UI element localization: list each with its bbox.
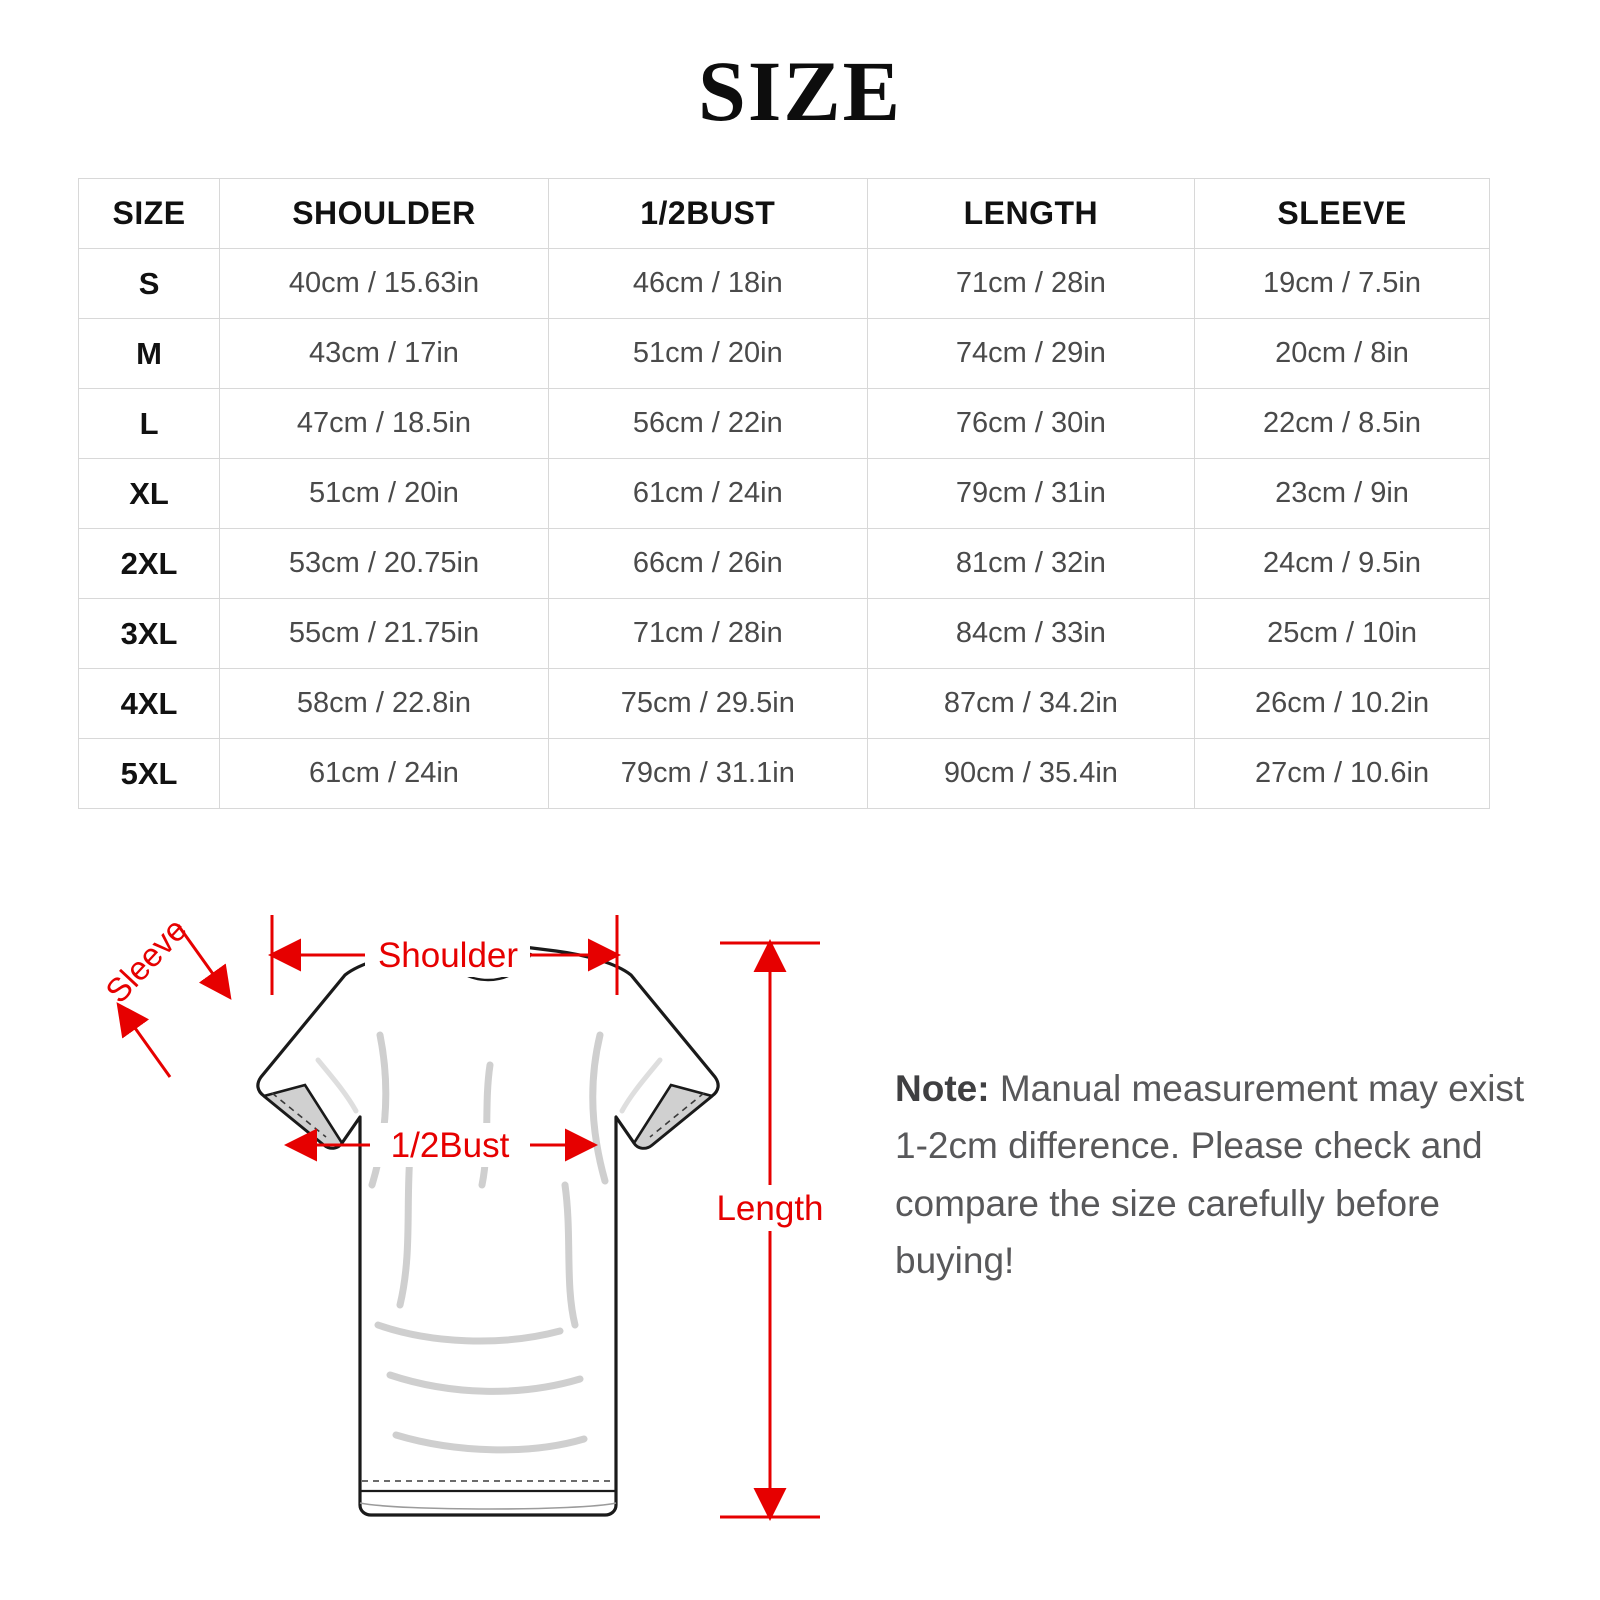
cell-shoulder: 43cm / 17in (220, 319, 549, 389)
table-row (79, 599, 1490, 669)
cell-length: 74cm / 29in (867, 319, 1194, 389)
size-chart-table (78, 178, 1490, 809)
cell-size: S (79, 249, 220, 319)
cell-shoulder: 53cm / 20.75in (220, 529, 549, 599)
table-row (79, 459, 1490, 529)
cell-sleeve: 19cm / 7.5in (1195, 249, 1490, 319)
cell-size: 3XL (79, 599, 220, 669)
cell-shoulder: 61cm / 24in (220, 739, 549, 809)
length-label: Length (716, 1189, 824, 1228)
sleeve-measure-annotation (98, 911, 228, 1077)
cell-bust: 71cm / 28in (548, 599, 867, 669)
table-row (79, 669, 1490, 739)
cell-length: 87cm / 34.2in (867, 669, 1194, 739)
sleeve-label: Sleeve (98, 910, 194, 1010)
note-block (895, 1060, 1545, 1289)
length-measure-annotation (710, 943, 830, 1517)
cell-size: XL (79, 459, 220, 529)
cell-length: 84cm / 33in (867, 599, 1194, 669)
cell-length: 71cm / 28in (867, 249, 1194, 319)
column-header-sleeve: SLEEVE (1195, 179, 1490, 249)
table-row (79, 389, 1490, 459)
bust-label: 1/2Bust (390, 1126, 510, 1165)
cell-sleeve: 27cm / 10.6in (1195, 739, 1490, 809)
table-row (79, 249, 1490, 319)
measurement-diagram (60, 855, 860, 1555)
cell-shoulder: 51cm / 20in (220, 459, 549, 529)
table-row (79, 739, 1490, 809)
cell-sleeve: 22cm / 8.5in (1195, 389, 1490, 459)
cell-bust: 61cm / 24in (548, 459, 867, 529)
cell-sleeve: 25cm / 10in (1195, 599, 1490, 669)
cell-bust: 79cm / 31.1in (548, 739, 867, 809)
column-header-shoulder: SHOULDER (220, 179, 549, 249)
tshirt-illustration (258, 943, 718, 1516)
cell-size: 4XL (79, 669, 220, 739)
shoulder-label: Shoulder (377, 936, 519, 975)
cell-bust: 56cm / 22in (548, 389, 867, 459)
note-label: Note: (895, 1068, 990, 1109)
cell-size: 5XL (79, 739, 220, 809)
table-header-row (79, 179, 1490, 249)
column-header-bust: 1/2BUST (548, 179, 867, 249)
note-text: Manual measurement may exist 1-2cm difference. Please check and compare the size carefully before buying! (895, 1068, 1525, 1282)
cell-size: M (79, 319, 220, 389)
size-chart-table-container (78, 178, 1490, 809)
cell-sleeve: 23cm / 9in (1195, 459, 1490, 529)
page-title: SIZE (697, 43, 903, 139)
cell-bust: 75cm / 29.5in (548, 669, 867, 739)
cell-sleeve: 24cm / 9.5in (1195, 529, 1490, 599)
column-header-length: LENGTH (867, 179, 1194, 249)
table-row (79, 529, 1490, 599)
cell-shoulder: 47cm / 18.5in (220, 389, 549, 459)
cell-sleeve: 26cm / 10.2in (1195, 669, 1490, 739)
table-row (79, 319, 1490, 389)
cell-bust: 51cm / 20in (548, 319, 867, 389)
cell-length: 81cm / 32in (867, 529, 1194, 599)
cell-bust: 46cm / 18in (548, 249, 867, 319)
column-header-size: SIZE (79, 179, 220, 249)
cell-size: 2XL (79, 529, 220, 599)
cell-length: 76cm / 30in (867, 389, 1194, 459)
cell-shoulder: 58cm / 22.8in (220, 669, 549, 739)
cell-size: L (79, 389, 220, 459)
cell-length: 90cm / 35.4in (867, 739, 1194, 809)
cell-sleeve: 20cm / 8in (1195, 319, 1490, 389)
cell-shoulder: 55cm / 21.75in (220, 599, 549, 669)
cell-length: 79cm / 31in (867, 459, 1194, 529)
cell-shoulder: 40cm / 15.63in (220, 249, 549, 319)
cell-bust: 66cm / 26in (548, 529, 867, 599)
